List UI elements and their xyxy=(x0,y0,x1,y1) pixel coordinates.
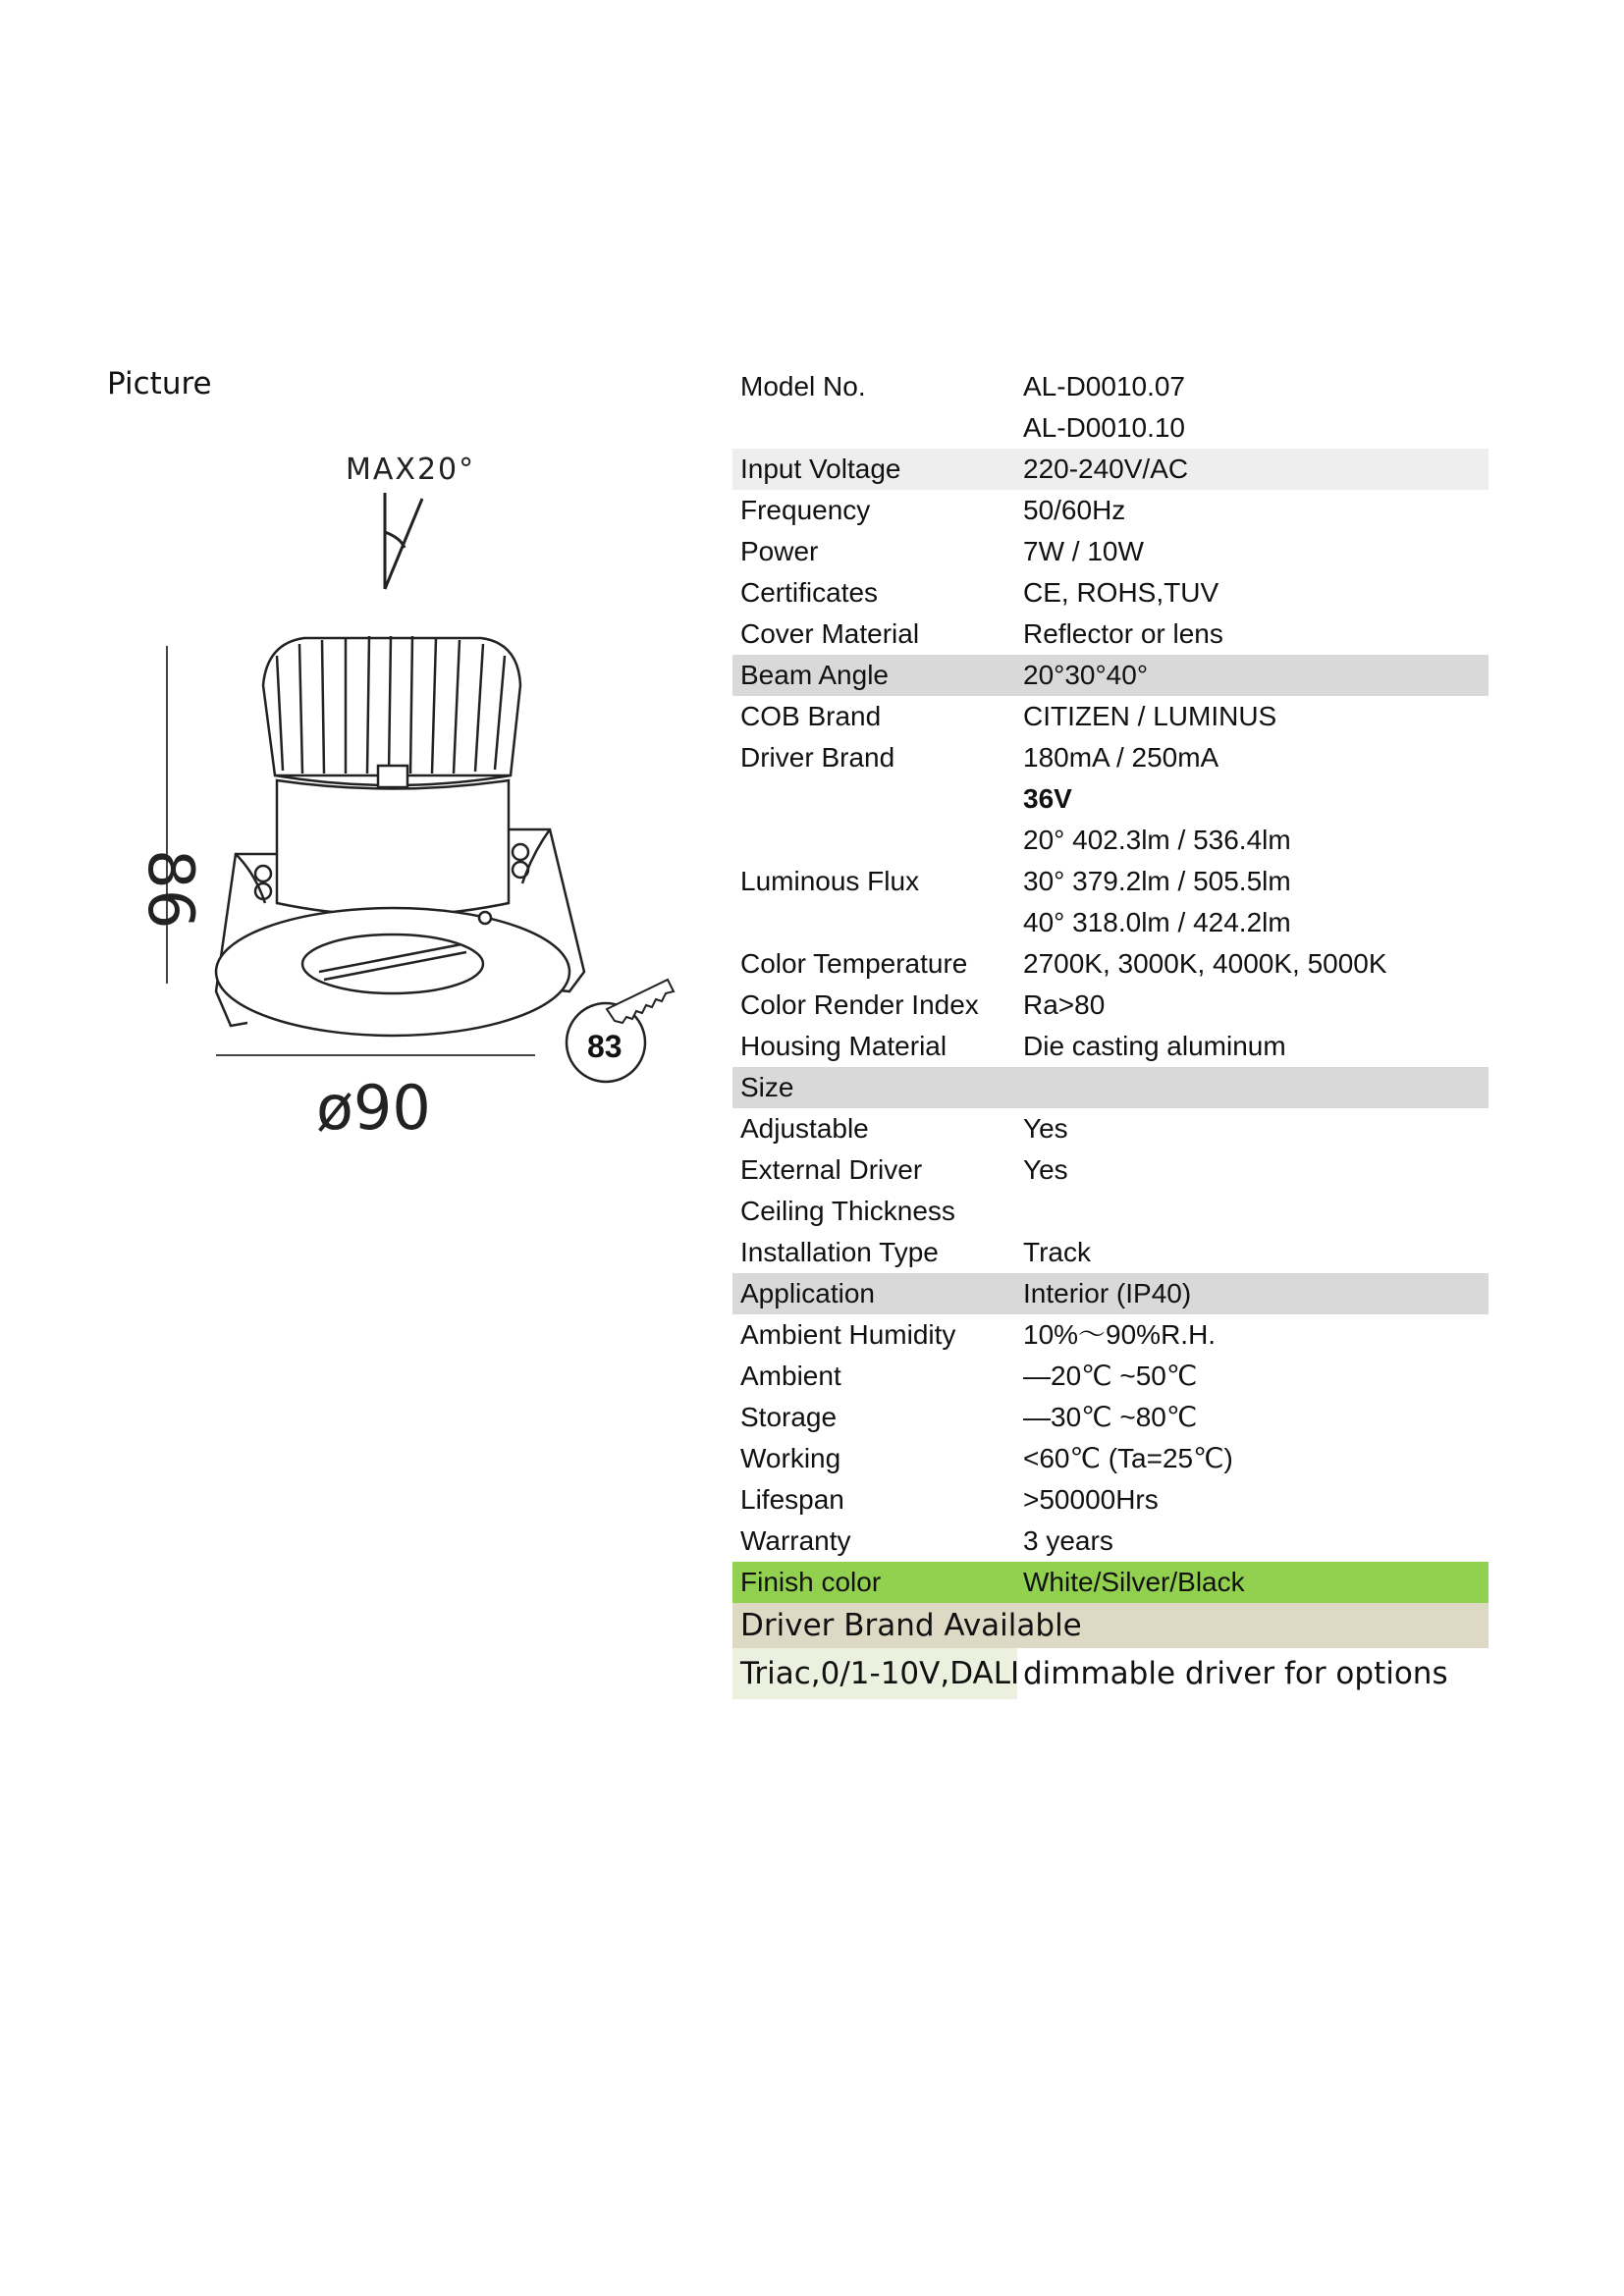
product-drawing xyxy=(88,442,717,1168)
spec-row xyxy=(732,407,1489,449)
spec-value: <60℃ (Ta=25℃) xyxy=(1023,1443,1233,1473)
spec-key: Luminous Flux xyxy=(740,866,920,896)
picture-label: Picture xyxy=(107,366,212,401)
spec-key: Input Voltage xyxy=(740,454,901,484)
spec-table xyxy=(732,366,1489,1699)
spec-value: Track xyxy=(1023,1237,1091,1267)
spec-value: AL-D0010.07 xyxy=(1023,371,1186,401)
tilt-angle-icon xyxy=(385,493,422,589)
spec-value: Interior (IP40) xyxy=(1023,1278,1192,1308)
cutout-badge xyxy=(567,980,674,1082)
spec-value: Yes xyxy=(1023,1154,1068,1185)
spec-row xyxy=(732,1026,1489,1067)
spec-value: Ra>80 xyxy=(1023,989,1106,1020)
spec-row xyxy=(732,1232,1489,1273)
spec-value: Die casting aluminum xyxy=(1023,1031,1286,1061)
spec-row xyxy=(732,1562,1489,1603)
spec-row xyxy=(732,737,1489,778)
spec-row xyxy=(732,1273,1489,1314)
spec-value: CE, ROHS,TUV xyxy=(1023,577,1219,608)
dimming-row xyxy=(732,1648,1489,1699)
tilt-label: MAX20° xyxy=(346,453,476,487)
spec-value: White/Silver/Black xyxy=(1023,1567,1245,1597)
spec-row xyxy=(732,1438,1489,1479)
spec-value: 3 years xyxy=(1023,1525,1113,1556)
driver-brand-available: Driver Brand Available xyxy=(740,1608,1082,1643)
spec-row xyxy=(732,449,1489,490)
spec-value: 20° 402.3lm / 536.4lm xyxy=(1023,825,1291,855)
spec-key: Color Temperature xyxy=(740,948,968,979)
spec-key: Adjustable xyxy=(740,1113,869,1144)
spec-row xyxy=(732,1149,1489,1191)
spec-key: Housing Material xyxy=(740,1031,947,1061)
spec-key: External Driver xyxy=(740,1154,923,1185)
cutout-dimension: 83 xyxy=(587,1029,623,1064)
spec-row xyxy=(732,655,1489,696)
spec-row xyxy=(732,1479,1489,1521)
spec-key: Model No. xyxy=(740,371,866,401)
driver-brand-available-row xyxy=(732,1603,1489,1648)
spec-value: —20℃ ~50℃ xyxy=(1023,1361,1198,1391)
spec-value: 36V xyxy=(1023,783,1072,814)
spec-key: Storage xyxy=(740,1402,838,1432)
spec-key: Driver Brand xyxy=(740,742,895,773)
spec-key: Certificates xyxy=(740,577,879,608)
spec-key: Size xyxy=(740,1072,794,1102)
spec-key: Lifespan xyxy=(740,1484,844,1515)
spec-key: Cover Material xyxy=(740,618,920,649)
spec-value: 7W / 10W xyxy=(1023,536,1144,566)
spec-row xyxy=(732,1521,1489,1562)
spec-key: Working xyxy=(740,1443,841,1473)
height-dimension: 86 xyxy=(134,849,206,930)
spec-row xyxy=(732,696,1489,737)
spec-value: AL-D0010.10 xyxy=(1023,412,1186,443)
spec-value: 2700K, 3000K, 4000K, 5000K xyxy=(1023,948,1387,979)
spec-value: Reflector or lens xyxy=(1023,618,1223,649)
spec-value: Yes xyxy=(1023,1113,1068,1144)
spec-value: 220-240V/AC xyxy=(1023,454,1189,484)
spec-value: 40° 318.0lm / 424.2lm xyxy=(1023,907,1291,937)
housing-body xyxy=(277,766,509,916)
spec-value: 20°30°40° xyxy=(1023,660,1149,690)
spec-value: CITIZEN / LUMINUS xyxy=(1023,701,1277,731)
spec-row xyxy=(732,531,1489,572)
spec-row xyxy=(732,1067,1489,1108)
spec-row xyxy=(732,943,1489,985)
spec-value: 50/60Hz xyxy=(1023,495,1126,525)
spec-value: 30° 379.2lm / 505.5lm xyxy=(1023,866,1291,896)
spec-key: Beam Angle xyxy=(740,660,889,690)
spec-key: COB Brand xyxy=(740,701,882,731)
spec-row xyxy=(732,572,1489,614)
spec-key: Color Render Index xyxy=(740,989,979,1020)
spec-row xyxy=(732,985,1489,1026)
spec-row xyxy=(732,902,1489,943)
spec-row xyxy=(732,861,1489,902)
dimming-suffix: dimmable driver for options xyxy=(1023,1656,1448,1691)
spec-key: Frequency xyxy=(740,495,871,525)
spec-row xyxy=(732,1356,1489,1397)
spec-key: Warranty xyxy=(740,1525,851,1556)
spec-key: Ambient Humidity xyxy=(740,1319,956,1350)
spec-row xyxy=(732,366,1489,407)
heatsink-icon xyxy=(263,636,520,785)
spec-value: —30℃ ~80℃ xyxy=(1023,1402,1198,1432)
spec-row xyxy=(732,614,1489,655)
diameter-dimension: ø90 xyxy=(316,1072,431,1144)
spec-row xyxy=(732,490,1489,531)
spec-key: Installation Type xyxy=(740,1237,939,1267)
spec-row xyxy=(732,1397,1489,1438)
spec-row xyxy=(732,1314,1489,1356)
spec-key: Application xyxy=(740,1278,875,1308)
dimming-options: Triac,0/1-10V,DALI xyxy=(732,1648,1017,1699)
spec-value: 10%～90%R.H. xyxy=(1023,1319,1217,1350)
spec-row xyxy=(732,1108,1489,1149)
spec-value: >50000Hrs xyxy=(1023,1484,1159,1515)
spec-key: Ambient xyxy=(740,1361,841,1391)
spec-key: Power xyxy=(740,536,819,566)
spec-row xyxy=(732,1191,1489,1232)
spec-row xyxy=(732,778,1489,820)
spec-row xyxy=(732,820,1489,861)
spec-value: 180mA / 250mA xyxy=(1023,742,1219,773)
saw-icon xyxy=(607,980,674,1023)
trim-ring xyxy=(216,908,569,1036)
spec-key: Finish color xyxy=(740,1567,882,1597)
spec-key: Ceiling Thickness xyxy=(740,1196,955,1226)
